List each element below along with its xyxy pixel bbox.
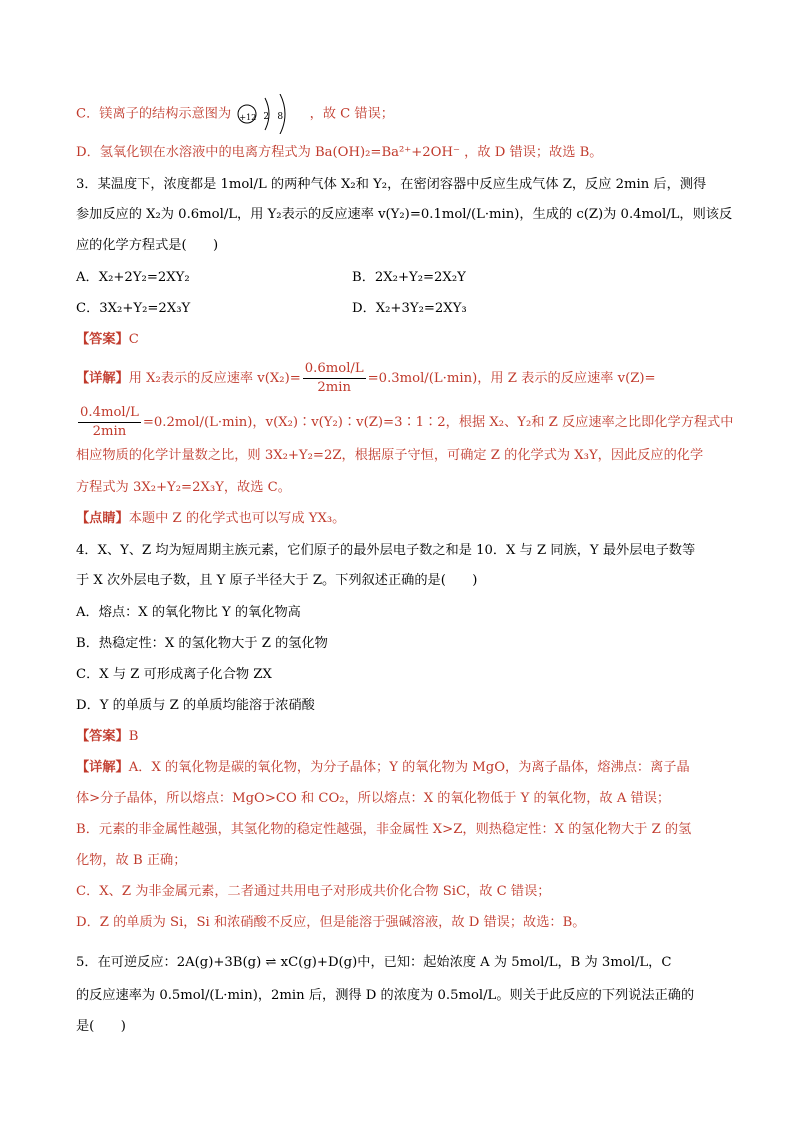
q3-answer (76, 330, 139, 350)
q4-stem-line-2: 于 X 次外层电子数，且 Y 原子半径大于 Z。下列叙述正确的是( ) (76, 573, 478, 588)
q4-detail-line-1 (76, 758, 690, 778)
detail-label: 【详解】 (76, 760, 129, 775)
q2-option-d-explanation: D．氢氧化钡在水溶液中的电离方程式为 Ba(OH)₂=Ba²⁺+2OH⁻ ，故 D 错误；故选 B。 (76, 145, 603, 160)
q5-stem-line-1: 5．在可逆反应：2A(g)+3B(g) ⇌ xC(g)+D(g)中，已知：起始浓度 A 为 5mol/L，B 为 3mol/L，C (76, 955, 672, 970)
fraction-numerator: 0.4mol/L (78, 404, 141, 423)
q4-detail-line-6: D．Z 的单质为 Si，Si 和浓硝酸不反应，但是能溶于强碱溶液，故 D 错误；故选：B。 (76, 915, 586, 930)
answer-label: 【答案】 (76, 332, 129, 347)
q4-answer (76, 727, 138, 747)
q3-detail-line-3: 相应物质的化学计量数之比，则 3X₂+Y₂=2Z，根据原子守恒，可确定 Z 的化学式为 X₃Y，因此反应的化学 (76, 448, 704, 463)
fraction-numerator: 0.6mol/L (303, 360, 366, 379)
q4-detail-text: A．X 的氧化物是碳的氧化物，为分子晶体；Y 的氧化物为 MgO，为离子晶体，熔沸点：离子晶 (128, 760, 690, 775)
q4-detail-line-4: 化物，故 B 正确； (76, 853, 187, 868)
q3-option-c: C．3X₂+Y₂=2X₃Y (76, 301, 191, 316)
nucleus-charge: +12 (239, 113, 257, 122)
q4-option-b: B．热稳定性：X 的氢化物大于 Z 的氢化物 (76, 636, 328, 651)
q4-detail-line-3: B．元素的非金属性越强，其氢化物的稳定性越强，非金属性 X>Z，则热稳定性：X 的氢化物大于 Z 的氢 (76, 822, 692, 837)
q4-option-c: C．X 与 Z 可形成离子化合物 ZX (76, 667, 272, 682)
q3-stem-line-2: 参加反应的 X₂为 0.6mol/L，用 Y₂表示的反应速率 v(Y₂)=0.1mol/(L·min)，生成的 c(Z)为 0.4mol/L，则该反 (76, 207, 733, 222)
q3-detail-line-1 (76, 360, 656, 397)
q4-detail-line-5: C．X、Z 为非金属元素，二者通过共用电子对形成共价化合物 SiC，故 C 错误； (76, 884, 551, 899)
fraction-denominator: 2min (92, 424, 127, 439)
answer-label: 【答案】 (76, 729, 129, 744)
q4-option-d: D．Y 的单质与 Z 的单质均能溶于浓硝酸 (76, 698, 315, 713)
q2c-post: ，故 C 错误； (309, 106, 394, 122)
detail-label: 【详解】 (76, 371, 129, 386)
fraction-z-rate (78, 404, 141, 441)
fraction-x2-rate (303, 360, 366, 397)
q3-detail-text-c: =0.2mol/(L·min)，v(X₂)∶v(Y₂)∶v(Z)=3∶1∶2，根据 X₂、Y₂和 Z 反应速率之比即化学方程式中 (142, 415, 734, 430)
answer-value: C (128, 332, 139, 347)
fraction-denominator: 2min (317, 380, 351, 395)
shell-2-electrons: 8 (277, 112, 284, 122)
q3-stem-line-3: 应的化学方程式是( ) (76, 238, 219, 253)
q4-detail-line-2: 体>分子晶体，所以熔点：MgO>CO 和 CO₂，所以熔点：X 的氧化物低于 Y 的氧化物，故 A 错误； (76, 791, 671, 806)
q3-option-d: D．X₂+3Y₂=2XY₃ (352, 301, 467, 316)
q4-option-a: A．熔点：X 的氧化物比 Y 的氧化物高 (76, 605, 301, 620)
q3-detail-line-2 (76, 404, 733, 441)
answer-value: B (128, 729, 139, 744)
q3-detail-text-b: =0.3mol/(L·min)，用 Z 表示的反应速率 v(Z)= (367, 371, 656, 386)
q2-option-c-explanation (76, 94, 394, 134)
q3-detail-text-a: 用 X₂表示的反应速率 v(X₂)= (128, 371, 301, 386)
tip-label: 【点睛】 (76, 511, 129, 526)
magnesium-ion-structure-diagram (235, 94, 305, 134)
q5-stem-line-3: 是( ) (76, 1019, 126, 1034)
q3-tip (76, 509, 345, 529)
q4-stem-line-1: 4．X、Y、Z 均为短周期主族元素，它们原子的最外层电子数之和是 10．X 与 Z 同族，Y 最外层电子数等 (76, 543, 696, 558)
q2c-text: C．镁离子的结构示意图为 (76, 106, 232, 122)
q3-stem-line-1: 3．某温度下，浓度都是 1mol/L 的两种气体 X₂和 Y₂，在密闭容器中反应生成气体 Z，反应 2min 后，测得 (76, 177, 707, 192)
q5-stem-line-2: 的反应速率为 0.5mol/(L·min)，2min 后，测得 D 的浓度为 0.5mol/L。则关于此反应的下列说法正确的 (76, 988, 695, 1003)
q3-option-b: B．2X₂+Y₂=2X₂Y (352, 270, 466, 285)
tip-text: 本题中 Z 的化学式也可以写成 YX₃。 (128, 511, 346, 526)
q3-option-a: A．X₂+2Y₂=2XY₂ (76, 270, 190, 285)
shell-1-electrons: 2 (263, 112, 270, 122)
q3-detail-line-4: 方程式为 3X₂+Y₂=2X₃Y，故选 C。 (76, 480, 291, 495)
